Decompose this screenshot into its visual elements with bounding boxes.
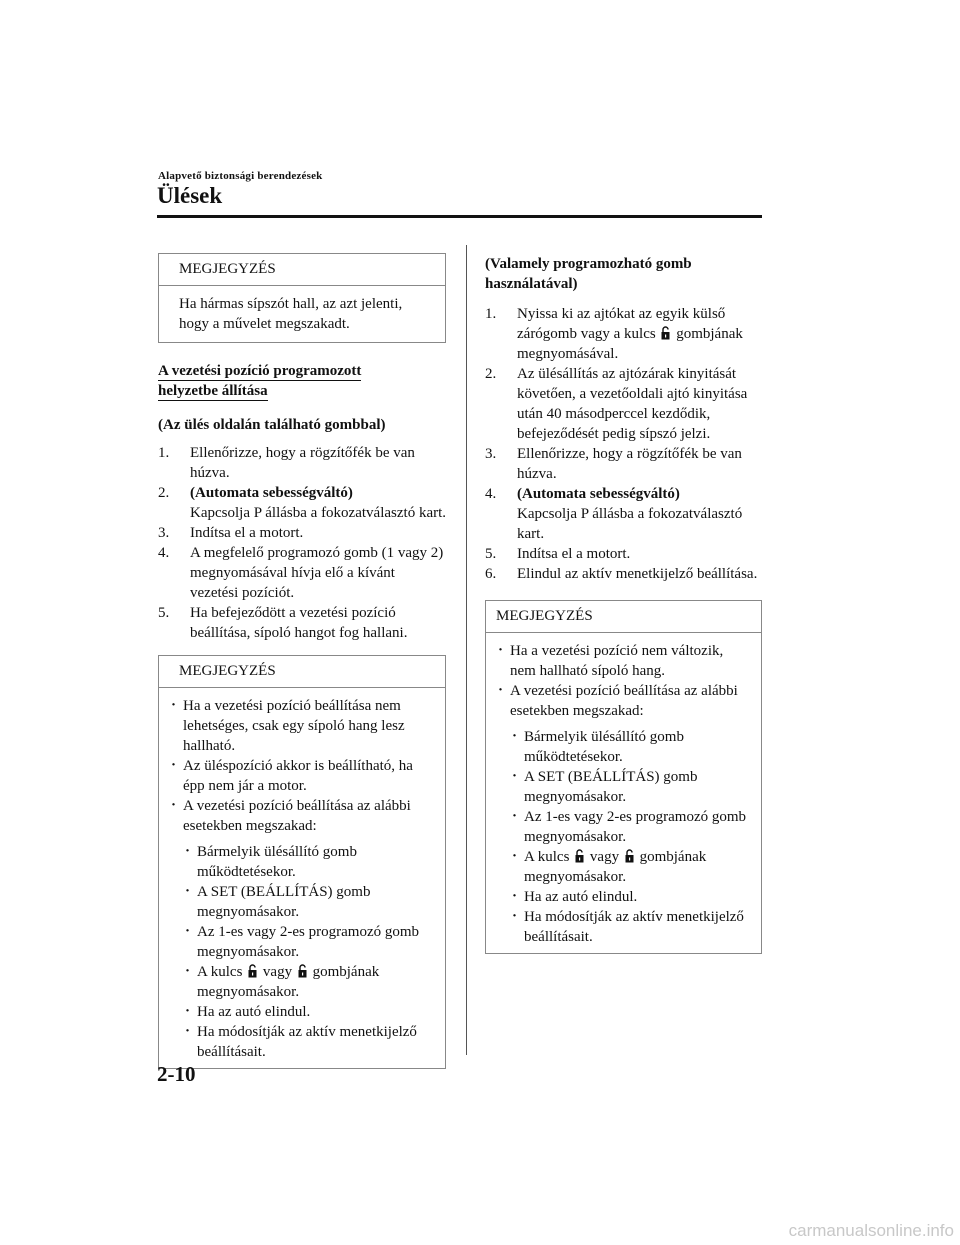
- list-item: 2. (Automata sebességváltó) Kapcsolja P állásba a fokozatválasztó kart.: [158, 485, 447, 521]
- list-item: · A kulcs vagy gombjának megnyomásakor.: [510, 847, 751, 887]
- list-item: · Ha az autó elindul.: [183, 1002, 435, 1022]
- list-item: 2. Az ülésállítás az ajtózárak kinyitását követően, a vezetőoldali ajtó kinyitása után 40 másodperccel kezdődik, befejeződését pedig sípszó jelzi.: [485, 366, 748, 442]
- list-item: 3. Indítsa el a motort.: [158, 525, 304, 541]
- unlock-icon: [661, 326, 670, 340]
- list-item: · Az 1-es vagy 2-es programozó gomb megnyomásakor.: [183, 922, 435, 962]
- list-item: · A SET (BEÁLLÍTÁS) gomb megnyomásakor.: [510, 767, 751, 807]
- list-item: 6. Elindul az aktív menetkijelző beállítása.: [485, 566, 758, 582]
- note-bullets: [169, 696, 435, 836]
- section-label: Alapvető biztonsági berendezések: [158, 170, 323, 182]
- column-divider: [466, 245, 467, 1055]
- note-heading: MEGJEGYZÉS: [486, 601, 761, 633]
- page-number: 2-10: [157, 1062, 196, 1086]
- note-heading: MEGJEGYZÉS: [159, 254, 445, 286]
- list-item: · Az 1-es vagy 2-es programozó gomb megnyomásakor.: [510, 807, 751, 847]
- list-item: 4. (Automata sebességváltó) Kapcsolja P állásba a fokozatválasztó kart.: [485, 486, 743, 542]
- note-inner-bullets: [510, 727, 751, 947]
- section-heading: [158, 361, 446, 401]
- list-item: · Ha módosítják az aktív menetkijelző beállításait.: [510, 907, 751, 947]
- footer-watermark: carmanualsonline.info: [788, 1221, 954, 1240]
- steps-list: [158, 443, 446, 643]
- list-item: · Ha módosítják az aktív menetkijelző beállításait.: [183, 1022, 435, 1062]
- unlock-icon: [248, 964, 257, 978]
- note-bullets: [496, 641, 751, 721]
- note-text: Ha hármas sípszót hall, az azt jelenti, hogy a művelet megszakadt.: [179, 296, 403, 332]
- note-box-left: [158, 655, 446, 1069]
- section-heading-line2: helyzetbe állítása: [158, 383, 268, 399]
- list-item: · A vezetési pozíció beállítása az alábbi esetekben megszakad:: [169, 796, 435, 836]
- section-heading-line1: A vezetési pozíció programozott: [158, 363, 362, 379]
- list-item: · A vezetési pozíció beállítása az alábbi esetekben megszakad:: [496, 681, 751, 721]
- list-item: 4. A megfelelő programozó gomb (1 vagy 2) megnyomásával hívja elő a kívánt vezetési pozíciót.: [158, 545, 444, 601]
- note-heading: MEGJEGYZÉS: [159, 656, 445, 688]
- unlock-icon: [298, 964, 307, 978]
- note-inner-bullets: [183, 842, 435, 1062]
- list-item: 5. Ha befejeződött a vezetési pozíció beállítása, sípoló hangot fog hallani.: [158, 605, 408, 641]
- subheading: (Az ülés oldalán található gombbal): [158, 417, 386, 433]
- list-item: 5. Indítsa el a motort.: [485, 546, 631, 562]
- list-item: · Bármelyik ülésállító gomb működtetésekor.: [183, 842, 435, 882]
- list-item: 3. Ellenőrizze, hogy a rögzítőfék be van húzva.: [485, 446, 742, 482]
- list-item: 1. Ellenőrizze, hogy a rögzítőfék be van húzva.: [158, 445, 415, 481]
- list-item: · Ha a vezetési pozíció nem változik, nem hallható sípoló hang.: [496, 641, 751, 681]
- list-item: · Ha az autó elindul.: [510, 887, 751, 907]
- note-box-right: [485, 600, 762, 954]
- steps-list: [485, 304, 762, 584]
- note-box-abort: [158, 253, 446, 343]
- list-item: · Az üléspozíció akkor is beállítható, ha épp nem jár a motor.: [169, 756, 435, 796]
- left-column: [158, 253, 446, 1083]
- list-item: · Bármelyik ülésállító gomb működtetésekor.: [510, 727, 751, 767]
- title-rule: [157, 215, 762, 218]
- list-item: · A kulcs vagy gombjának megnyomásakor.: [183, 962, 435, 1002]
- unlock-icon: [575, 849, 584, 863]
- list-item: · A SET (BEÁLLÍTÁS) gomb megnyomásakor.: [183, 882, 435, 922]
- subheading: (Valamely programozható gomb használatával): [485, 256, 692, 292]
- unlock-icon: [625, 849, 634, 863]
- right-column: [485, 254, 762, 968]
- page-title: Ülések: [157, 183, 223, 208]
- list-item: 1. Nyissa ki az ajtókat az egyik külső zárógomb vagy a kulcs gombjának megnyomásával.: [485, 306, 743, 362]
- list-item: · Ha a vezetési pozíció beállítása nem lehetséges, csak egy sípoló hang lesz hallható.: [169, 696, 435, 756]
